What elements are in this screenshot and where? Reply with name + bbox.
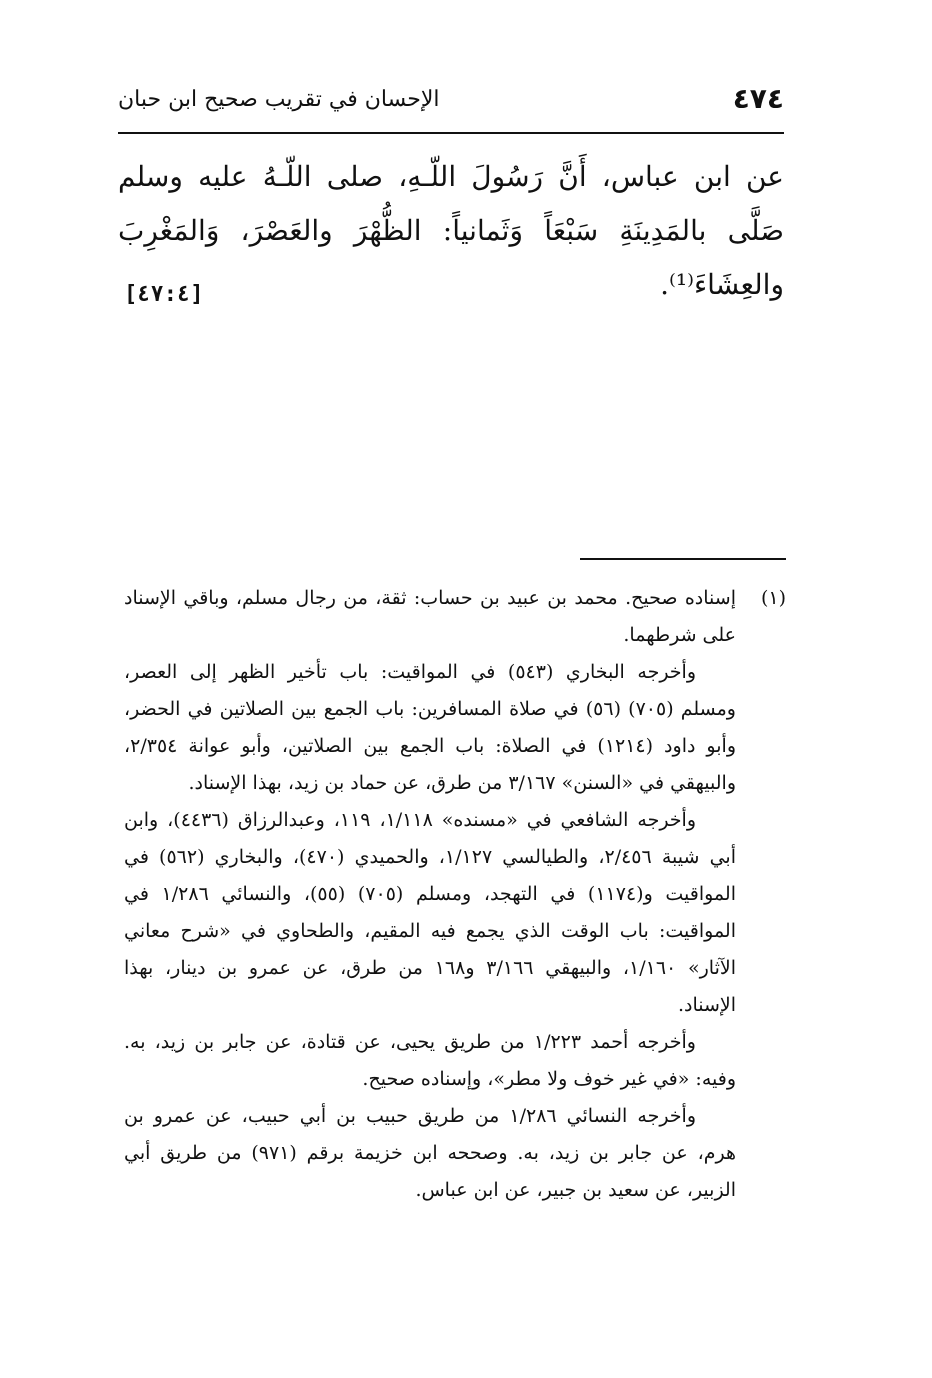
footnote-paragraph-4: وأخرجه أحمد ١/٢٢٣ من طريق يحيى، عن قتادة، عن جابر بن زيد، به. وفيه: «في غير خوف ولا مطر»، وإسناده صحيح.	[124, 1031, 736, 1090]
main-text	[118, 150, 784, 312]
page-number: ٤٧٤	[732, 82, 784, 115]
footnote-marker: (١)	[760, 587, 786, 609]
footnote-rule	[580, 558, 786, 560]
header-rule	[118, 132, 784, 134]
footnote-paragraph-1: إسناده صحيح. محمد بن عبيد بن حساب: ثقة، من رجال مسلم، وباقي الإسناد على شرطهما.	[124, 587, 736, 646]
footnote-paragraph-2: وأخرجه البخاري (٥٤٣) في المواقيت: باب تأخير الظهر إلى العصر، ومسلم (٧٠٥) (٥٦) في صلاة المسافرين: باب الجمع بين الصلاتين في الحضر، وأبو داود (١٢١٤) في الصلاة: باب الجمع بين الصلاتين، وأبو عوانة ٢/٣٥٤، والبيهقي في «السنن» ٣/١٦٧ من طرق، عن حماد بن زيد، بهذا الإسناد.	[124, 661, 736, 794]
page-header	[118, 82, 784, 122]
footnotes	[124, 580, 786, 1209]
hadith-reference: [٤٧:٤]	[124, 282, 204, 307]
footnote-paragraph-5: وأخرجه النسائي ١/٢٨٦ من طريق حبيب بن أبي حبيب، عن عمرو بن هرم، عن جابر بن زيد، به. وصححه ابن خزيمة برقم (٩٧١) من طريق أبي الزبير، عن سعيد بن جبير، عن ابن عباس.	[124, 1105, 736, 1201]
hadith-text: عن ابن عباس، أَنَّ رَسُولَ اللّـهِ، صلى اللّـهُ عليه وسلم صَلَّى بالمَدِينَةِ سَبْعَاً وَثَمانياً: الظُّهْرَ والعَصْرَ، وَالمَغْرِبَ والعِشَاءَ⁽¹⁾.	[118, 160, 784, 301]
footnote-paragraph-3: وأخرجه الشافعي في «مسنده» ١/١١٨، ١١٩، وعبدالرزاق (٤٤٣٦)، وابن أبي شيبة ٢/٤٥٦، والطيالسي ١/١٢٧، والحميدي (٤٧٠)، والبخاري (٥٦٢) في المواقيت و(١١٧٤) في التهجد، ومسلم (٧٠٥) (٥٥)، والنسائي ١/٢٨٦ في المواقيت: باب الوقت الذي يجمع فيه المقيم، والطحاوي في «شرح معاني الآثار» ١/١٦٠، والبيهقي ٣/١٦٦ و١٦٨ من طرق، عن عمرو بن دينار، بهذا الإسناد.	[124, 809, 736, 1016]
running-title: الإحسان في تقريب صحيح ابن حبان	[118, 87, 440, 112]
footnote-body	[124, 580, 736, 1209]
